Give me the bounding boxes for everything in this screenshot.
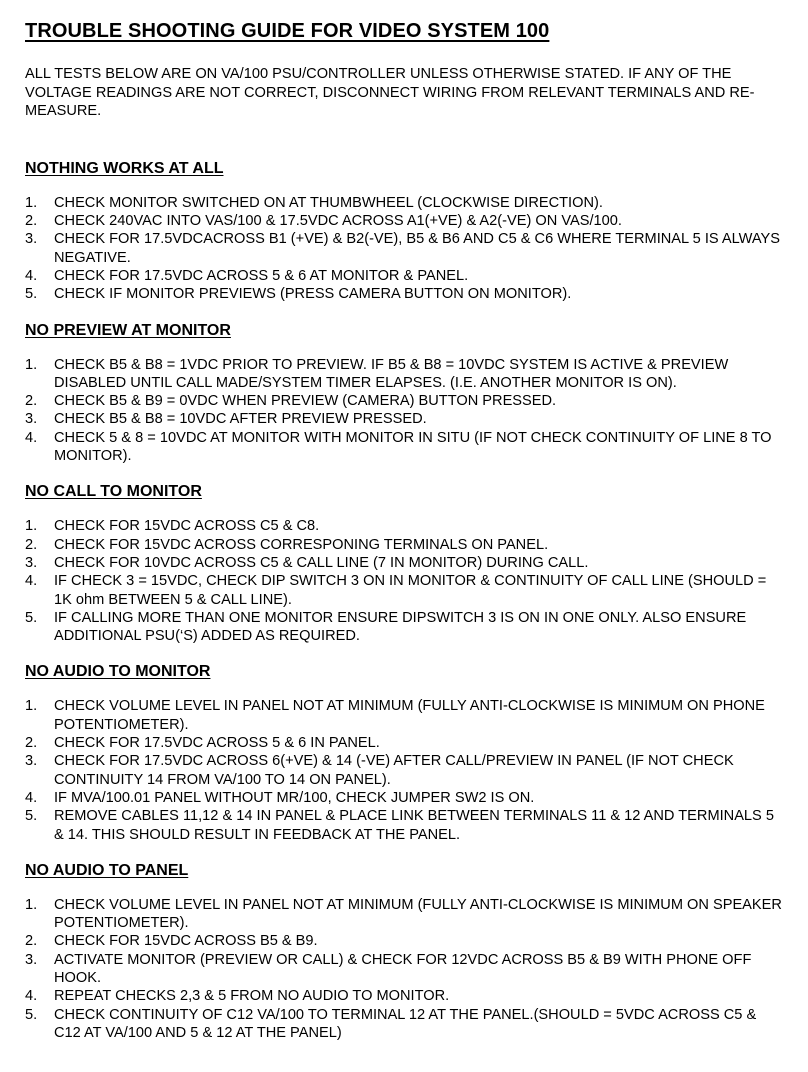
- item-text: IF CHECK 3 = 15VDC, CHECK DIP SWITCH 3 ON IN MONITOR & CONTINUITY OF CALL LINE (SHOULD = 1K ohm BETWEEN 5 & CALL LINE).: [54, 573, 767, 608]
- list-item: [25, 697, 785, 734]
- checklist: [25, 697, 784, 843]
- item-text: CHECK B5 & B8 = 1VDC PRIOR TO PREVIEW. IF B5 & B8 = 10VDC SYSTEM IS ACTIVE & PREVIEW DISABLED UNTIL CALL MADE/SYSTEM TIMER ELAPSES. (I.E. ANOTHER MONITOR IS ON).: [54, 356, 729, 391]
- list-item: [25, 392, 785, 410]
- item-number: 1.: [25, 896, 38, 913]
- item-number: 3.: [25, 554, 38, 571]
- item-number: 2.: [25, 213, 38, 230]
- document-title: TROUBLE SHOOTING GUIDE FOR VIDEO SYSTEM 100: [25, 20, 550, 42]
- item-text: CHECK FOR 10VDC ACROSS C5 & CALL LINE (7 IN MONITOR) DURING CALL.: [54, 554, 589, 571]
- item-number: 4.: [25, 988, 38, 1005]
- list-item: [25, 410, 785, 428]
- list-item: [25, 230, 785, 267]
- intro-paragraph: ALL TESTS BELOW ARE ON VA/100 PSU/CONTROLLER UNLESS OTHERWISE STATED. IF ANY OF THE VOLTAGE READINGS ARE NOT CORRECT, DISCONNECT WIRING FROM RELEVANT TERMINALS AND RE-MEASURE.: [25, 66, 755, 120]
- section-no-call: [25, 482, 784, 645]
- item-text: CHECK FOR 17.5VDC ACROSS 5 & 6 IN PANEL.: [54, 735, 380, 752]
- item-text: CHECK VOLUME LEVEL IN PANEL NOT AT MINIMUM (FULLY ANTI-CLOCKWISE IS MINIMUM ON PHONE POTENTIOMETER).: [54, 698, 765, 733]
- item-text: IF MVA/100.01 PANEL WITHOUT MR/100, CHECK JUMPER SW2 IS ON.: [54, 789, 535, 806]
- item-text: CHECK FOR 17.5VDCACROSS B1 (+VE) & B2(-VE), B5 & B6 AND C5 & C6 WHERE TERMINAL 5 IS ALWAYS NEGATIVE.: [54, 231, 780, 266]
- list-item: [25, 1006, 785, 1043]
- item-text: CHECK IF MONITOR PREVIEWS (PRESS CAMERA BUTTON ON MONITOR).: [54, 286, 572, 303]
- item-number: 5.: [25, 286, 38, 303]
- list-item: [25, 789, 785, 807]
- item-number: 1.: [25, 194, 38, 211]
- item-number: 4.: [25, 573, 38, 590]
- list-item: [25, 285, 785, 303]
- list-item: [25, 987, 785, 1005]
- list-item: [25, 752, 785, 789]
- item-number: 4.: [25, 429, 38, 446]
- item-number: 3.: [25, 951, 38, 968]
- item-number: 1.: [25, 518, 38, 535]
- list-item: [25, 554, 785, 572]
- item-number: 3.: [25, 753, 38, 770]
- item-number: 2.: [25, 735, 38, 752]
- list-item: [25, 572, 785, 609]
- item-text: CHECK CONTINUITY OF C12 VA/100 TO TERMINAL 12 AT THE PANEL.(SHOULD = 5VDC ACROSS C5 & C12 AT VA/100 AND 5 & 12 AT THE PANEL): [54, 1006, 757, 1041]
- section-heading: NO AUDIO TO PANEL: [25, 861, 189, 879]
- list-item: [25, 734, 785, 752]
- item-number: 3.: [25, 411, 38, 428]
- section-heading: NOTHING WORKS AT ALL: [25, 159, 224, 177]
- item-number: 5.: [25, 808, 38, 825]
- list-item: [25, 896, 785, 933]
- item-number: 3.: [25, 231, 38, 248]
- checklist: [25, 356, 784, 466]
- section-nothing-works: [25, 159, 784, 304]
- list-item: [25, 609, 785, 646]
- item-text: CHECK 5 & 8 = 10VDC AT MONITOR WITH MONITOR IN SITU (IF NOT CHECK CONTINUITY OF LINE 8 TO MONITOR).: [54, 429, 772, 465]
- checklist: [25, 896, 784, 1042]
- item-number: 1.: [25, 698, 38, 715]
- item-text: CHECK FOR 17.5VDC ACROSS 5 & 6 AT MONITOR & PANEL.: [54, 267, 469, 284]
- item-text: CHECK VOLUME LEVEL IN PANEL NOT AT MINIMUM (FULLY ANTI-CLOCKWISE IS MINIMUM ON SPEAKER POTENTIOMETER).: [54, 896, 782, 932]
- list-item: [25, 356, 785, 393]
- section-no-audio-panel: [25, 861, 784, 1042]
- item-number: 5.: [25, 1006, 38, 1023]
- list-item: [25, 536, 785, 554]
- item-text: CHECK FOR 15VDC ACROSS B5 & B9.: [54, 933, 318, 950]
- item-text: CHECK FOR 15VDC ACROSS CORRESPONING TERMINALS ON PANEL.: [54, 536, 549, 553]
- list-item: [25, 807, 785, 844]
- item-text: CHECK FOR 17.5VDC ACROSS 6(+VE) & 14 (-VE) AFTER CALL/PREVIEW IN PANEL (IF NOT CHECK CONTINUITY 14 FROM VA/100 TO 14 ON PANEL).: [54, 753, 734, 788]
- item-number: 4.: [25, 789, 38, 806]
- item-text: REPEAT CHECKS 2,3 & 5 FROM NO AUDIO TO MONITOR.: [54, 988, 450, 1005]
- item-number: 2.: [25, 536, 38, 553]
- item-text: IF CALLING MORE THAN ONE MONITOR ENSURE DIPSWITCH 3 IS ON IN ONE ONLY. ALSO ENSURE ADDITIONAL PSU(‘S) ADDED AS REQUIRED.: [54, 609, 747, 645]
- item-text: CHECK B5 & B9 = 0VDC WHEN PREVIEW (CAMERA) BUTTON PRESSED.: [54, 393, 557, 410]
- list-item: [25, 517, 785, 535]
- section-heading: NO PREVIEW AT MONITOR: [25, 321, 231, 339]
- checklist: [25, 517, 784, 645]
- item-text: CHECK B5 & B8 = 10VDC AFTER PREVIEW PRESSED.: [54, 411, 427, 428]
- item-text: ACTIVATE MONITOR (PREVIEW OR CALL) & CHECK FOR 12VDC ACROSS B5 & B9 WITH PHONE OFF HOOK.: [54, 951, 752, 986]
- section-heading: NO AUDIO TO MONITOR: [25, 663, 211, 681]
- list-item: [25, 194, 785, 212]
- item-text: REMOVE CABLES 11,12 & 14 IN PANEL & PLACE LINK BETWEEN TERMINALS 11 & 12 AND TERMINALS 5 & 14. THIS SHOULD RESULT IN FEEDBACK AT THE PANEL.: [54, 808, 774, 843]
- item-number: 5.: [25, 609, 38, 626]
- list-item: [25, 951, 785, 988]
- list-item: [25, 932, 785, 950]
- item-number: 1.: [25, 356, 38, 373]
- list-item: [25, 212, 785, 230]
- checklist: [25, 194, 784, 304]
- section-no-audio-monitor: [25, 662, 784, 843]
- item-number: 4.: [25, 267, 38, 284]
- section-heading: NO CALL TO MONITOR: [25, 483, 202, 501]
- item-number: 2.: [25, 933, 38, 950]
- list-item: [25, 429, 785, 466]
- item-text: CHECK FOR 15VDC ACROSS C5 & C8.: [54, 518, 320, 535]
- item-text: CHECK 240VAC INTO VAS/100 & 17.5VDC ACROSS A1(+VE) & A2(-VE) ON VAS/100.: [54, 213, 622, 230]
- item-text: CHECK MONITOR SWITCHED ON AT THUMBWHEEL (CLOCKWISE DIRECTION).: [54, 194, 603, 211]
- section-no-preview: [25, 321, 784, 466]
- list-item: [25, 267, 785, 285]
- item-number: 2.: [25, 393, 38, 410]
